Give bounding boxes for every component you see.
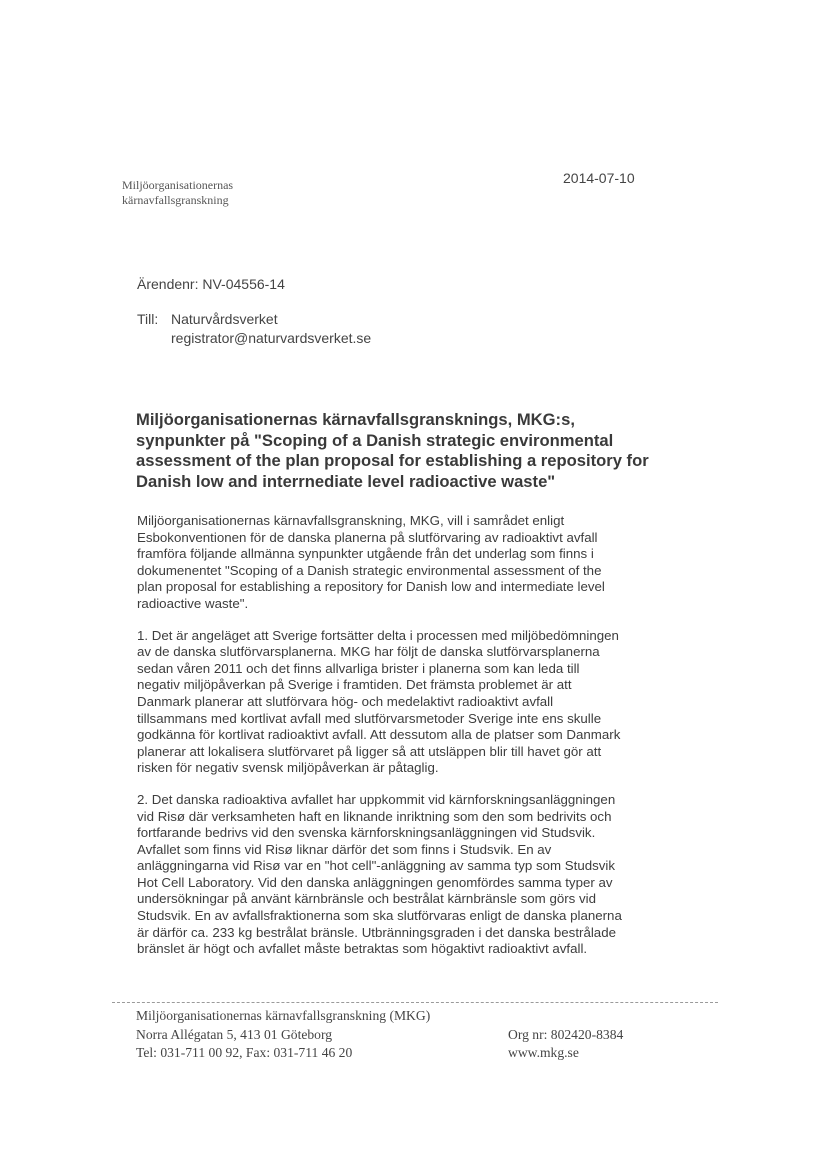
recipient-block — [137, 310, 371, 348]
text-line: dokumenentet "Scoping of a Danish strategic environmental assessment of the — [137, 562, 602, 578]
footer-org-nr: Org nr: 802420-8384 — [508, 1026, 624, 1042]
title-line: assessment of the plan proposal for establishing a repository for — [136, 451, 649, 470]
recipient-name: Naturvårdsverket — [171, 311, 278, 327]
text-line: plan proposal for establishing a repository for Danish low and intermediate level — [137, 579, 605, 595]
org-header — [122, 178, 233, 208]
text-line: Miljöorganisationernas kärnavfallsgranskning, MKG, vill i samrådet enligt — [137, 513, 565, 528]
text-line: sedan våren 2011 och det finns allvarliga brister i planerna som kan leda till — [137, 660, 580, 676]
text-line: Esbokonventionen för de danska planerna på slutförvaring av radioaktivt avfall — [137, 529, 598, 545]
body-text — [137, 513, 697, 973]
footer-phone: Tel: 031-711 00 92, Fax: 031-711 46 20 — [136, 1045, 353, 1060]
text-line: av de danska slutförvarsplanerna. MKG har följt de danska slutförvarsplanerna — [137, 644, 600, 660]
text-line: 1. Det är angeläget att Sverige fortsätter delta i processen med miljöbedömningen — [137, 627, 619, 643]
recipient-email: registrator@naturvardsverket.se — [171, 330, 372, 346]
text-line: godkänna för kortlivat radioaktivt avfall. Att dessutom alla de platser som Danmark — [137, 727, 621, 743]
text-line: Studsvik. En av avfallsfraktionerna som ska slutförvaras enligt de danska planerna — [137, 908, 622, 924]
case-number: Ärendenr: NV-04556-14 — [137, 276, 285, 292]
paragraph-point-1 — [137, 628, 697, 777]
text-line: undersökningar på använt kärnbränsle och bestrålat kärnbränsle som görs vid — [137, 891, 597, 907]
footer-org-name: Miljöorganisationernas kärnavfallsgranskning (MKG) — [136, 1008, 431, 1023]
footer — [136, 1007, 696, 1063]
footer-divider — [112, 1002, 718, 1003]
text-line: bränslet är högt och avfallet måste betraktas som högaktivt radioaktivt avfall. — [137, 941, 588, 957]
text-line: planerar att lokalisera slutförvaret på ligger så att utsläppen blir till havet gör att — [137, 743, 602, 759]
paragraph-point-2 — [137, 792, 697, 958]
footer-address: Norra Allégatan 5, 413 01 Göteborg — [136, 1026, 333, 1042]
paragraph-intro — [137, 513, 697, 613]
text-line: fortfarande bedrivs vid den svenska kärnforskningsanläggningen vid Studsvik. — [137, 825, 596, 841]
text-line: negativ miljöpåverkan på Sverige i framtiden. Det främsta problemet är att — [137, 677, 572, 693]
title-line: Miljöorganisationernas kärnavfallsgransknings, MKG:s, — [136, 410, 575, 429]
text-line: Avfallet som finns vid Risø liknar därför det som finns i Studsvik. En av — [137, 841, 552, 857]
text-line: Danmark planerar att slutförvara hög- och medelaktivt radioaktivt avfall — [137, 693, 554, 709]
text-line: anläggningarna vid Risø var en "hot cell"-anläggning av samma typ som Studsvik — [137, 858, 616, 874]
text-line: är därför ca. 233 kg bestrålat bränsle. Utbränningsgraden i det danska bestrålade — [137, 924, 616, 940]
text-line: 2. Det danska radioaktiva avfallet har uppkommit vid kärnforskningsanläggningen — [137, 791, 616, 807]
text-line: radioactive waste". — [137, 595, 249, 611]
text-line: risken för negativ svensk miljöpåverkan är påtaglig. — [137, 760, 439, 776]
text-line: framföra följande allmänna synpunkter utgående från det underlag som finns i — [137, 546, 594, 562]
document-title — [136, 410, 736, 492]
text-line: tillsammans med kortlivat avfall med slutförvarsmetoder Sverige inte ens skulle — [137, 710, 602, 726]
recipient-label: Till: — [137, 311, 159, 327]
title-line: Danish low and interrnediate level radioactive waste" — [136, 471, 556, 491]
org-name-line-1: Miljöorganisationernas — [122, 178, 234, 192]
text-line: vid Risø där verksamheten haft en liknande inriktning som den som bedrivits och — [137, 808, 612, 824]
letter-date: 2014-07-10 — [563, 170, 635, 186]
footer-website: www.mkg.se — [508, 1045, 579, 1060]
org-name-line-2: kärnavfallsgranskning — [122, 193, 229, 207]
title-line: synpunkter på "Scoping of a Danish strategic environmental — [136, 430, 614, 450]
text-line: Hot Cell Laboratory. Vid den danska anläggningen genomfördes samma typer av — [137, 874, 613, 890]
